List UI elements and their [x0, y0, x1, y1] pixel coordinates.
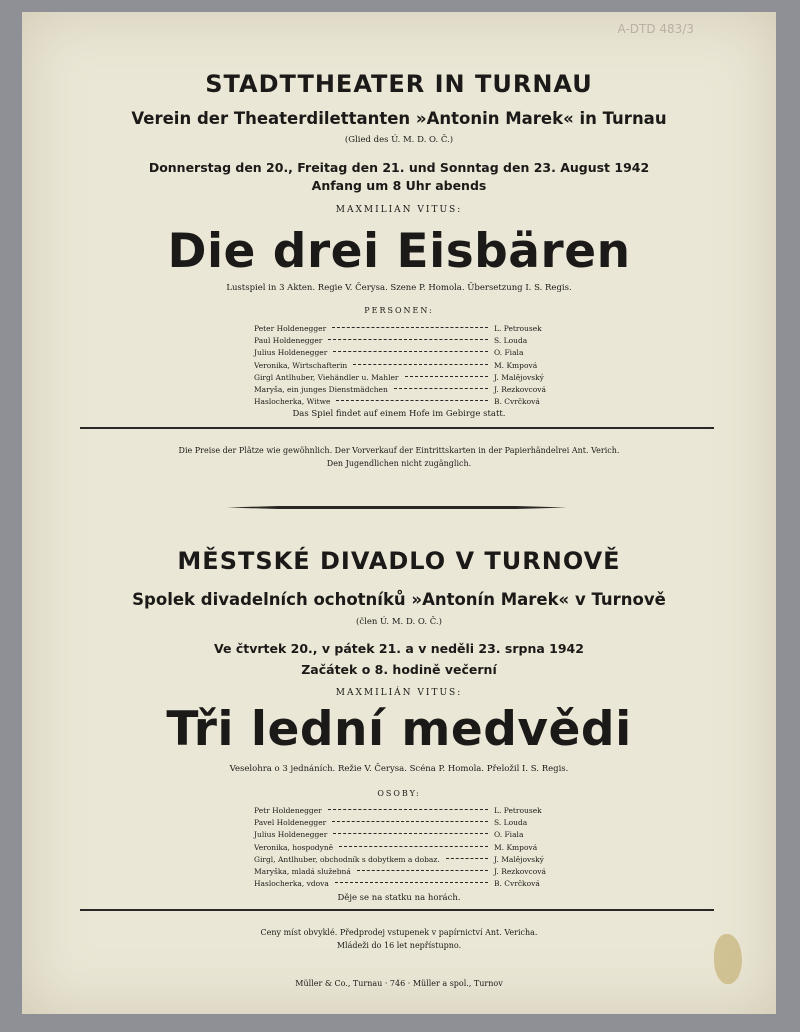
cast-row [254, 816, 554, 828]
german-society-name: Verein der Theaterdilettanten »Antonin Marek« in Turnau [131, 109, 667, 128]
cast-role: Julius Holdenegger [254, 348, 328, 358]
cast-actor: M. Kmpová [494, 842, 538, 852]
cast-row [254, 322, 554, 334]
german-performance-dates: Donnerstag den 20., Freitag den 21. und Sonntag den 23. August 1942 [148, 160, 650, 175]
cast-actor: L. Petrousek [494, 805, 542, 815]
dash-leader [405, 376, 488, 377]
cast-role: Veronika, Wirtschafterin [254, 360, 348, 370]
cast-actor: J. Rezkovcová [494, 385, 546, 395]
czech-section-rule [80, 909, 714, 911]
cast-row [254, 383, 554, 395]
dash-leader [332, 327, 488, 328]
cast-row [254, 841, 554, 853]
czech-cast-heading: OSOBY: [377, 789, 421, 798]
dash-leader [446, 858, 488, 859]
german-age-notice: Den Jugendlichen nicht zugänglich. [326, 459, 472, 468]
german-section-rule [80, 427, 714, 429]
german-play-subtitle: Lustspiel in 3 Akten. Regie V. Čerysa. Szene P. Homola. Übersetzung I. S. Regis. [226, 283, 572, 293]
dash-leader [328, 339, 488, 340]
cast-actor: J. Rezkovcová [494, 867, 546, 877]
cast-role: Maryša, ein junges Dienstmädchen [254, 385, 388, 395]
language-divider [227, 506, 567, 509]
german-author: MAXMILIAN VITUS: [335, 205, 463, 215]
cast-row [254, 347, 554, 359]
cast-row [254, 804, 554, 816]
dash-leader [328, 809, 488, 810]
czech-society-name: Spolek divadelních ochotníků »Antonín Marek« v Turnově [132, 590, 666, 609]
german-price-notice: Die Preise der Plätze wie gewöhnlich. Der Vorverkauf der Eintrittskarten in der Papierhändelrei Ant. Verich. [178, 446, 620, 455]
dash-leader [335, 882, 488, 883]
cast-role: Julius Holdenegger [254, 830, 328, 840]
cast-role: Veronika, hospodyně [254, 842, 334, 852]
cast-role: Girgl Antlhuber, Viehändler u. Mahler [254, 372, 399, 382]
dash-leader [332, 821, 488, 822]
cast-actor: B. Cvrčková [494, 397, 540, 407]
cast-role: Maryška, mladá služebná [254, 867, 351, 877]
cast-row [254, 878, 554, 890]
cast-actor: J. Malějovský [494, 854, 544, 864]
czech-play-subtitle: Veselohra o 3 jednáních. Režie V. Čerysa. Scéna P. Homola. Přeložil I. S. Regis. [229, 764, 569, 774]
poster-sheet [22, 12, 776, 1014]
czech-setting-note: Děje se na statku na horách. [337, 893, 461, 903]
czech-theatre-heading: MĚSTSKÉ DIVADLO V TURNOVĚ [177, 547, 621, 575]
cast-role: Petr Holdenegger [254, 805, 322, 815]
cast-role: Girgl, Antlhuber, obchodník s dobytkem a dobaz. [254, 854, 440, 864]
paper-stain [714, 934, 742, 984]
cast-actor: M. Kmpová [494, 360, 538, 370]
catalog-number: A-DTD 483/3 [617, 22, 694, 36]
cast-role: Haslocherka, Witwe [254, 397, 331, 407]
cast-row [254, 396, 554, 408]
german-play-title: Die drei Eisbären [167, 224, 631, 279]
cast-actor: S. Louda [494, 335, 528, 345]
czech-author: MAXMILIÁN VITUS: [335, 688, 463, 698]
cast-role: Pavel Holdenegger [254, 817, 327, 827]
german-membership-note: (Glied des Ú. M. D. O. Č.) [344, 135, 454, 145]
cast-actor: J. Malějovský [494, 372, 544, 382]
dash-leader [333, 351, 488, 352]
czech-play-title: Tři lední medvědi [166, 702, 632, 757]
dash-leader [357, 870, 488, 871]
cast-row [254, 829, 554, 841]
german-theatre-heading: STADTTHEATER IN TURNAU [205, 70, 593, 98]
dash-leader [394, 388, 488, 389]
czech-performance-dates: Ve čtvrtek 20., v pátek 21. a v neděli 23. srpna 1942 [214, 641, 584, 656]
czech-membership-note: (člen Ú. M. D. O. Č.) [356, 617, 442, 627]
cast-role: Paul Holdenegger [254, 335, 323, 345]
german-setting-note: Das Spiel findet auf einem Hofe im Gebirge statt. [292, 409, 506, 419]
czech-age-notice: Mládeži do 16 let nepřístupno. [336, 941, 462, 950]
cast-actor: L. Petrousek [494, 323, 542, 333]
dash-leader [339, 846, 488, 847]
german-start-time: Anfang um 8 Uhr abends [311, 178, 487, 193]
german-cast-list [254, 322, 554, 408]
dash-leader [333, 833, 488, 834]
cast-actor: B. Cvrčková [494, 879, 540, 889]
cast-actor: O. Fiala [494, 830, 524, 840]
cast-row [254, 371, 554, 383]
cast-row [254, 359, 554, 371]
cast-actor: O. Fiala [494, 348, 524, 358]
cast-role: Peter Holdenegger [254, 323, 327, 333]
czech-cast-list [254, 804, 554, 890]
cast-row [254, 865, 554, 877]
german-cast-heading: PERSONEN: [364, 306, 434, 315]
printer-imprint: Müller & Co., Turnau · 746 · Müller a spol., Turnov [295, 979, 503, 988]
cast-actor: S. Louda [494, 817, 528, 827]
czech-start-time: Začátek o 8. hodině večerní [301, 662, 497, 677]
cast-role: Haslocherka, vdova [254, 879, 329, 889]
dash-leader [336, 400, 488, 401]
czech-price-notice: Ceny míst obvyklé. Předprodej vstupenek v papírnictví Ant. Vericha. [260, 928, 538, 937]
dash-leader [353, 364, 488, 365]
cast-row [254, 334, 554, 346]
cast-row [254, 853, 554, 865]
